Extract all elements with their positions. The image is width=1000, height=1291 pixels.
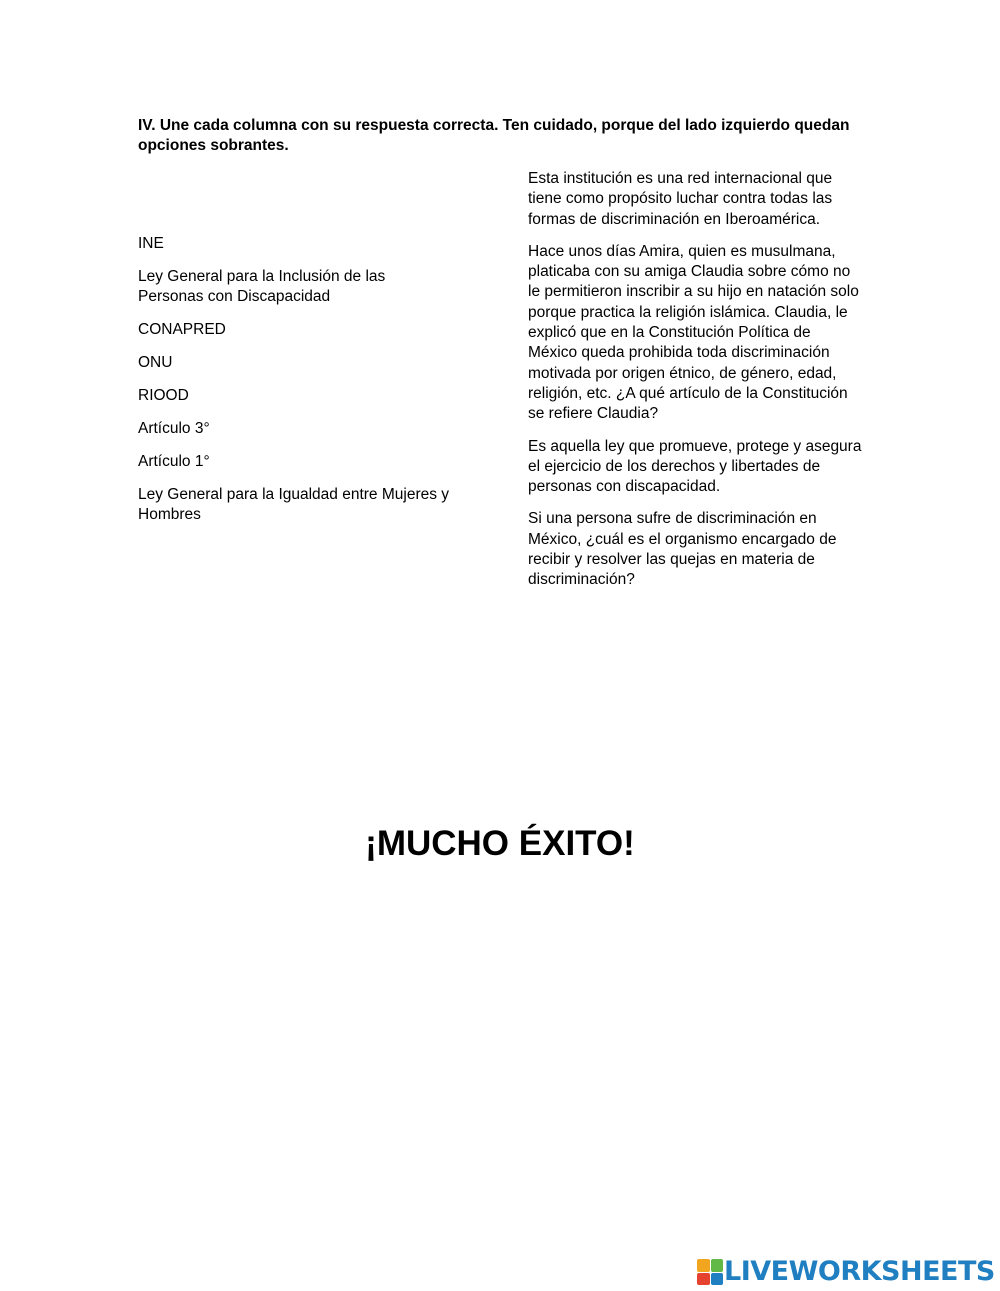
right-prompt[interactable]: Hace unos días Amira, quien es musulmana, platicaba con su amiga Claudia sobre cómo no le permitieron inscribir a su hijo en natación solo porque practica la religión islámica. Claudia, le explicó que en la Constitución Política de México queda prohibida toda discriminación motivada por origen étnico, de género, edad, religión, etc. ¿A qué artículo de la Constitución se refiere Claudia? bbox=[528, 242, 859, 423]
left-option[interactable]: INE bbox=[138, 235, 164, 252]
left-option[interactable]: Ley General para la Igualdad entre Mujeres y Hombres bbox=[138, 486, 450, 523]
liveworksheets-logo-icon bbox=[697, 1259, 723, 1285]
left-option[interactable]: ONU bbox=[138, 354, 173, 371]
logo-square bbox=[711, 1273, 724, 1286]
liveworksheets-logo bbox=[697, 1257, 995, 1287]
right-prompt[interactable]: Es aquella ley que promueve, protege y asegura el ejercicio de los derechos y libertades de personas con discapacidad. bbox=[528, 437, 862, 496]
left-options-column bbox=[138, 234, 483, 538]
left-option[interactable]: Ley General para la Inclusión de las Personas con Discapacidad bbox=[138, 268, 386, 305]
left-option[interactable]: CONAPRED bbox=[138, 321, 226, 338]
logo-text: LIVEWORKSHEETS bbox=[724, 1256, 995, 1287]
logo-square bbox=[711, 1259, 724, 1272]
left-option[interactable]: RIOOD bbox=[138, 387, 189, 404]
right-prompt[interactable]: Si una persona sufre de discriminación en México, ¿cuál es el organismo encargado de recibir y resolver las quejas en materia de discriminación? bbox=[528, 510, 837, 589]
right-prompt[interactable]: Esta institución es una red internacional que tiene como propósito luchar contra todas las formas de discriminación en Iberoamérica. bbox=[528, 170, 833, 228]
right-prompts-column bbox=[528, 169, 863, 603]
logo-square bbox=[697, 1259, 710, 1272]
instructions: IV. Une cada columna con su respuesta correcta. Ten cuidado, porque del lado izquierdo quedan opciones sobrantes. bbox=[138, 117, 850, 154]
left-option[interactable]: Artículo 1° bbox=[138, 453, 210, 470]
closing-message: ¡MUCHO ÉXITO! bbox=[365, 824, 635, 863]
logo-square bbox=[697, 1273, 710, 1286]
left-option[interactable]: Artículo 3° bbox=[138, 420, 210, 437]
